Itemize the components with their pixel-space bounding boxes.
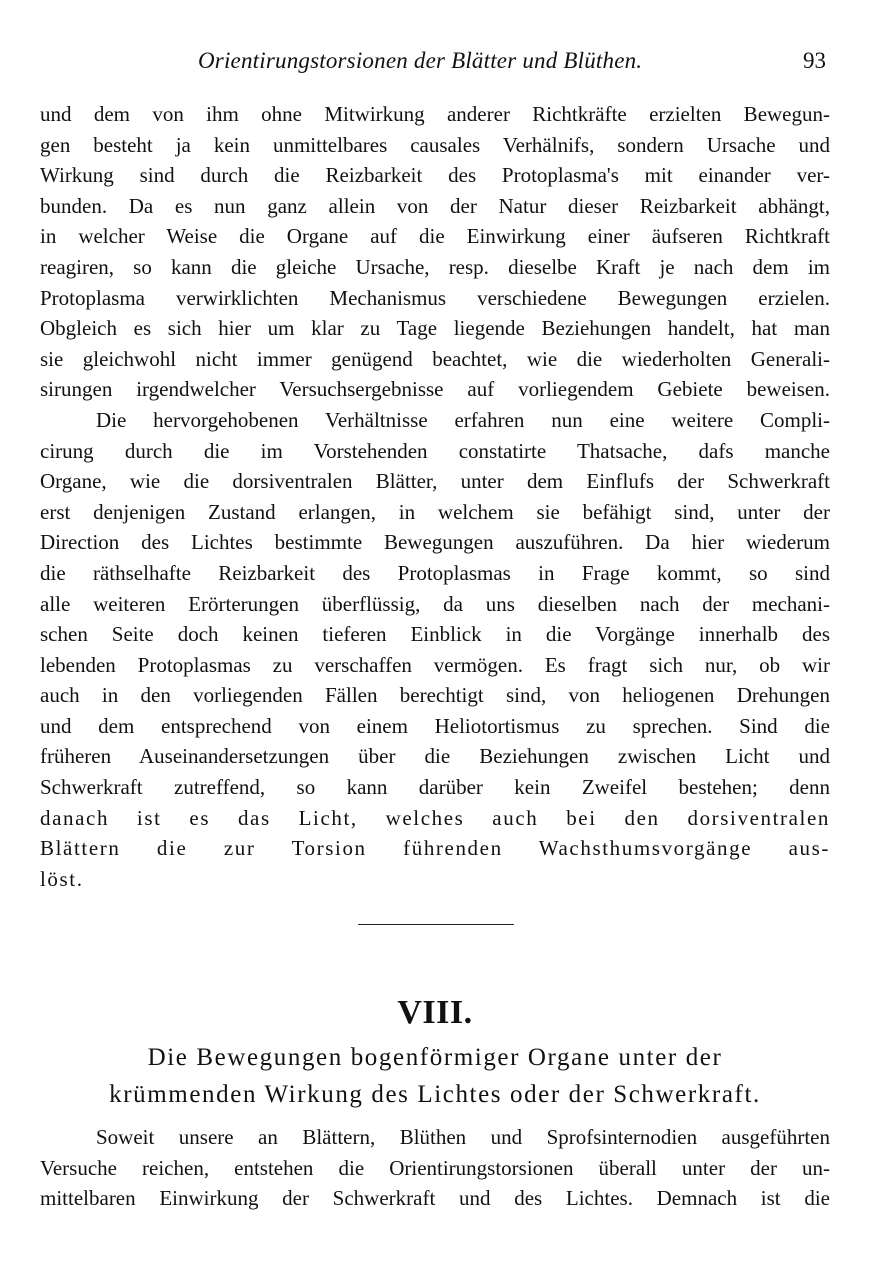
chapter-title-line-1: Die Bewegungen bogenförmiger Organe unter der [147,1044,723,1071]
text-line: alle weiteren Erörterungen überflüssig, da uns dieselben nach der mechani- [40,591,830,616]
text-line: löst. [40,866,84,891]
text-line: sirungen irgendwelcher Versuchsergebnisse auf vorliegendem Gebiete beweisen. [40,377,830,402]
text-line: und dem von ihm ohne Mitwirkung anderer Richtkräfte erzielten Bewegun- [40,102,830,126]
text-line: cirung durch die im Vorstehenden constatirte Thatsache, dafs manche [40,438,830,463]
text-line: die räthselhafte Reizbarkeit des Protoplasmas in Frage kommt, so sind [40,560,830,585]
text-line: Versuche reichen, entstehen die Orientirungstorsionen überall unter der un- [40,1155,830,1180]
page-number: 93 [803,48,826,73]
text-line: lebenden Protoplasmas zu verschaffen vermögen. Es fragt sich nur, ob wir [40,652,830,677]
text-line: Obgleich es sich hier um klar zu Tage liegende Beziehungen handelt, hat man [40,316,830,341]
text-line: Protoplasma verwirklichten Mechanismus verschiedene Bewegungen erzielen. [40,285,830,310]
text-line: Blättern die zur Torsion führenden Wachsthumsvorgänge aus- [40,836,830,861]
text-line: Wirkung sind durch die Reizbarkeit des Protoplasma's mit einander ver- [40,163,830,188]
text-line: früheren Auseinandersetzungen über die Beziehungen zwischen Licht und [40,744,830,769]
section-divider [358,924,514,925]
text-line: erst denjenigen Zustand erlangen, in welchem sie befähigt sind, unter der [40,499,830,524]
text-line: gen besteht ja kein unmittelbares causales Verhälnifs, sondern Ursache und [40,132,830,157]
text-line: Direction des Lichtes bestimmte Bewegungen auszuführen. Da hier wiederum [40,530,830,555]
text-line: in welcher Weise die Organe auf die Einwirkung einer äufseren Richtkraft [40,224,830,249]
running-title: Orientirungstorsionen der Blätter und Blüthen. [198,48,643,73]
chapter-number: VIII. [397,994,473,1031]
body-text [40,99,830,894]
text-line: sie gleichwohl nicht immer genügend beachtet, wie die wiederholten Generali- [40,346,830,371]
running-head [40,44,830,78]
text-line: Die hervorgehobenen Verhältnisse erfahren nun eine weitere Compli- [96,407,830,432]
text-line: Schwerkraft zutreffend, so kann darüber kein Zweifel bestehen; denn [40,775,830,800]
text-line: mittelbaren Einwirkung der Schwerkraft und des Lichtes. Demnach ist die [40,1186,830,1211]
text-line: bunden. Da es nun ganz allein von der Natur dieser Reizbarkeit abhängt, [40,193,830,218]
text-line: auch in den vorliegenden Fällen berechtigt sind, von heliogenen Drehungen [40,683,830,708]
text-line: und dem entsprechend von einem Heliotortismus zu sprechen. Sind die [40,713,830,738]
text-line: reagiren, so kann die gleiche Ursache, resp. dieselbe Kraft je nach dem im [40,254,830,279]
chapter-text [40,1122,830,1214]
chapter-title-line-2: krümmenden Wirkung des Lichtes oder der Schwerkraft. [109,1081,761,1108]
text-line: schen Seite doch keinen tieferen Einblick in die Vorgänge innerhalb des [40,622,830,647]
text-line: Organe, wie die dorsiventralen Blätter, unter dem Einflufs der Schwerkraft [40,469,830,494]
text-line: Soweit unsere an Blättern, Blüthen und Sprofsinternodien ausgeführten [96,1125,830,1149]
text-line: danach ist es das Licht, welches auch bei den dorsiventralen [40,805,830,830]
